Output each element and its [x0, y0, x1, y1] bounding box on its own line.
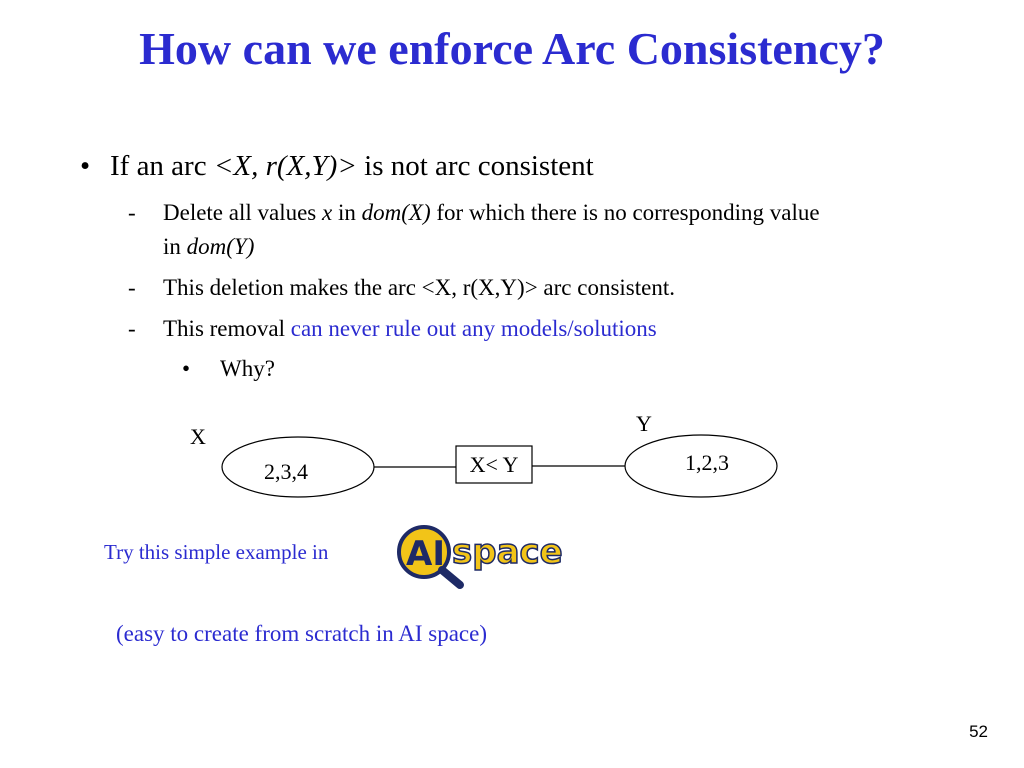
variable-x-domain: 2,3,4	[264, 459, 308, 484]
logo-space-letters: space	[452, 532, 563, 572]
sub1-dom-y: dom(Y)	[186, 234, 255, 259]
sub1-text-a: Delete all values	[163, 200, 323, 225]
sub3-highlight: can never rule out any models/solutions	[290, 316, 657, 341]
sub1-text-b: in	[332, 200, 362, 225]
try-example-text: Try this simple example in	[104, 540, 329, 564]
sub1-dom-x: dom(X)	[361, 200, 431, 225]
sub3-text-pre: This removal	[163, 316, 291, 341]
sub1-text-c: for which there is no corresponding value	[430, 200, 820, 225]
easy-to-create-note: (easy to create from scratch in AI space)	[116, 621, 488, 646]
sub1-text-d: in	[163, 234, 187, 259]
bullet1-arc: <X, r(X,Y)>	[213, 150, 357, 182]
sub2-text: This deletion makes the arc <X, r(X,Y)> arc consistent.	[163, 275, 675, 300]
why-text: Why?	[220, 356, 275, 381]
variable-y-domain: 1,2,3	[685, 450, 729, 475]
dash-marker: -	[128, 200, 136, 225]
bullet1-text-pre: If an arc	[110, 150, 214, 182]
dash-marker: -	[128, 316, 136, 341]
variable-x-label: X	[190, 424, 206, 449]
page-number: 52	[969, 722, 988, 741]
sub1-var-x: x	[322, 200, 333, 225]
bullet1-text-post: is not arc consistent	[356, 150, 594, 182]
aispace-logo[interactable]	[390, 522, 563, 590]
constraint-label: X< Y	[469, 452, 519, 477]
dash-marker: -	[128, 275, 136, 300]
variable-y-label: Y	[636, 411, 652, 436]
bullet-dot: •	[182, 356, 191, 381]
bullet-dot: •	[80, 150, 91, 182]
logo-ai-letters: AI	[406, 534, 445, 574]
slide-title: How can we enforce Arc Consistency?	[139, 23, 885, 74]
